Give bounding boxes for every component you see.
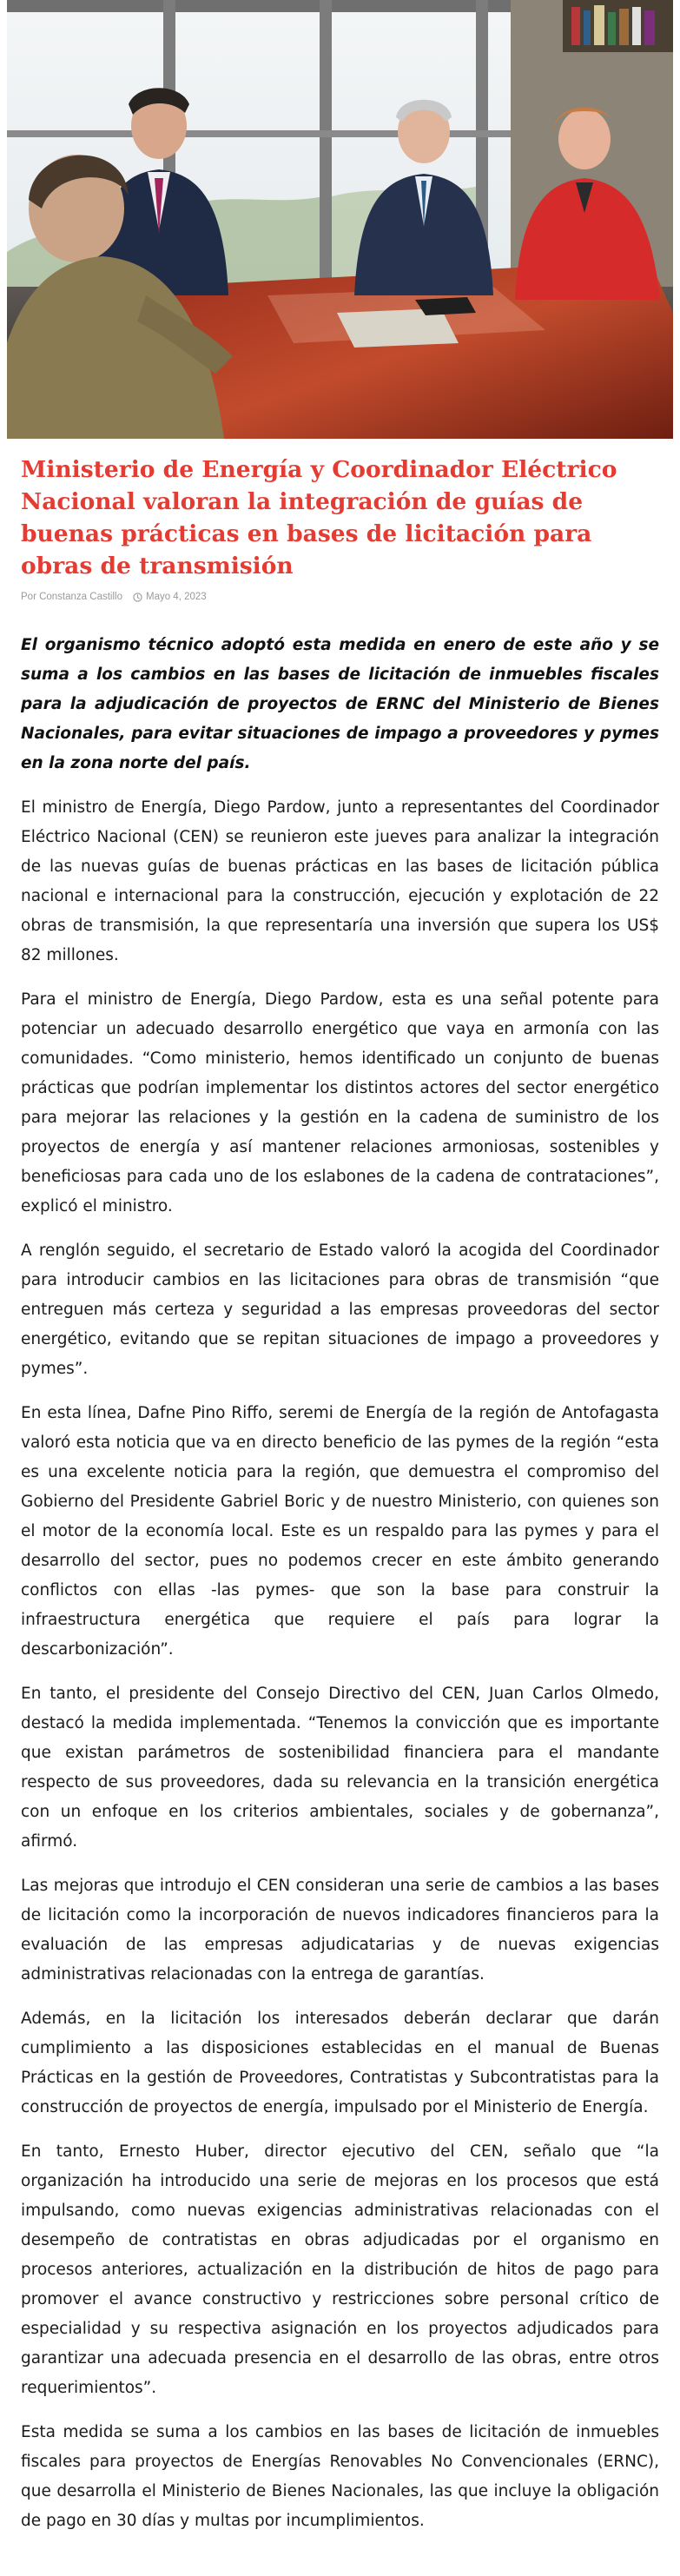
hero-image	[7, 0, 673, 439]
article-paragraph-8: En tanto, Ernesto Huber, director ejecutivo del CEN, señalo que “la organización ha introducido una serie de mejoras en los procesos que está impulsando, como nuevas exigencias administrativas relacionadas con el desempeño de contratistas en obras adjudicadas por el organismo en procesos anteriores, actualización en la distribución de hitos de pago para promover el avance constructivo y restricciones sobre personal crítico de especialidad y su respectiva asignación en los proyectos adjudicados para garantizar una adecuada presencia en el desarrollo de las obras, entre otros requerimientos”.	[21, 2142, 659, 2397]
article-title: Ministerio de Energía y Coordinador Eléctrico Nacional valoran la integración de guías de buenas prácticas en bases de licitación para obras de transmisión	[21, 456, 617, 579]
article-lead: El organismo técnico adoptó esta medida en enero de este año y se suma a los cambios en las bases de licitación de inmuebles fiscales para la adjudicación de proyectos de ERNC del Ministerio de Bienes Nacionales, para evitar situaciones de impago a proveedores y pymes en la zona norte del país.	[21, 636, 659, 772]
article-paragraph-9: Esta medida se suma a los cambios en las bases de licitación de inmuebles fiscales para proyectos de Energías Renovables No Convencionales (ERNC), que desarrolla el Ministerio de Bienes Nacionales, las que incluye la obligación de pago en 30 días y multas por incumplimientos.	[21, 2423, 659, 2530]
article-meta	[21, 589, 207, 605]
article-paragraph-3: A renglón seguido, el secretario de Estado valoró la acogida del Coordinador para introducir cambios en las licitaciones para obras de transmisión “que entreguen más certeza y seguridad a las empresas proveedoras del sector energético, evitando que se repitan situaciones de impago a proveedores y pymes”.	[21, 1242, 659, 1378]
article-paragraph-7: Además, en la licitación los interesados deberán declarar que darán cumplimiento a las disposiciones establecidas en el manual de Buenas Prácticas en la gestión de Proveedores, Contratistas y Subcontratistas para la construcción de proyectos de energía, impulsado por el Ministerio de Energía.	[21, 2010, 659, 2116]
article-paragraph-5: En tanto, el presidente del Consejo Directivo del CEN, Juan Carlos Olmedo, destacó la medida implementada. “Tenemos la convicción que es importante que existan parámetros de sostenibilidad financiera para el mandante respecto de sus proveedores, dada su relevancia en la transición energética con un enfoque en los criterios ambientales, sociales y de gobernanza”, afirmó.	[21, 1685, 659, 1851]
article-body	[21, 631, 659, 2551]
publish-date: Mayo 4, 2023	[145, 592, 207, 602]
author-link[interactable]: Por Constanza Castillo	[21, 592, 122, 602]
article-paragraph-4: En esta línea, Dafne Pino Riffo, seremi de Energía de la región de Antofagasta valoró esta noticia que va en directo beneficio de las pymes de la región “esta es una excelente noticia para la región, que demuestra el compromiso del Gobierno del Presidente Gabriel Boric y de nuestro Ministerio, con quienes son el motor de la economía local. Este es un respaldo para las pymes y para el desarrollo del sector, pues no podemos crecer en este ámbito generando conflictos con ellas -las pymes- que son la base para construir la infraestructura energética que requiere el país para lograr la descarbonización”.	[21, 1404, 659, 1659]
clock-icon	[133, 593, 142, 602]
date-group	[133, 589, 207, 605]
article-paragraph-1: El ministro de Energía, Diego Pardow, junto a representantes del Coordinador Eléctrico Nacional (CEN) se reunieron este jueves para analizar la integración de las nuevas guías de buenas prácticas en las bases de licitación pública nacional e internacional para la construcción, ejecución y explotación de 22 obras de transmisión, la que representaría una inversión que supera los US$ 82 millones.	[21, 798, 659, 964]
article-paragraph-6: Las mejoras que introdujo el CEN consideran una serie de cambios a las bases de licitación como la incorporación de nuevos indicadores financieros para la evaluación de las empresas adjudicatarias y de nuevas exigencias administrativas relacionadas con la entrega de garantías.	[21, 1877, 659, 1983]
meeting-photo	[7, 0, 673, 439]
article-paragraph-2: Para el ministro de Energía, Diego Pardow, esta es una señal potente para potenciar un adecuado desarrollo energético que vaya en armonía con las comunidades. “Como ministerio, hemos identificado un conjunto de buenas prácticas que podrían implementar los distintos actores del sector energético para mejorar las relaciones y la gestión en la cadena de suministro de los proyectos de energía y así mantener relaciones armoniosas, sostenibles y beneficiosas para cada uno de los eslabones de la cadena de contrataciones”, explicó el ministro.	[21, 990, 659, 1215]
